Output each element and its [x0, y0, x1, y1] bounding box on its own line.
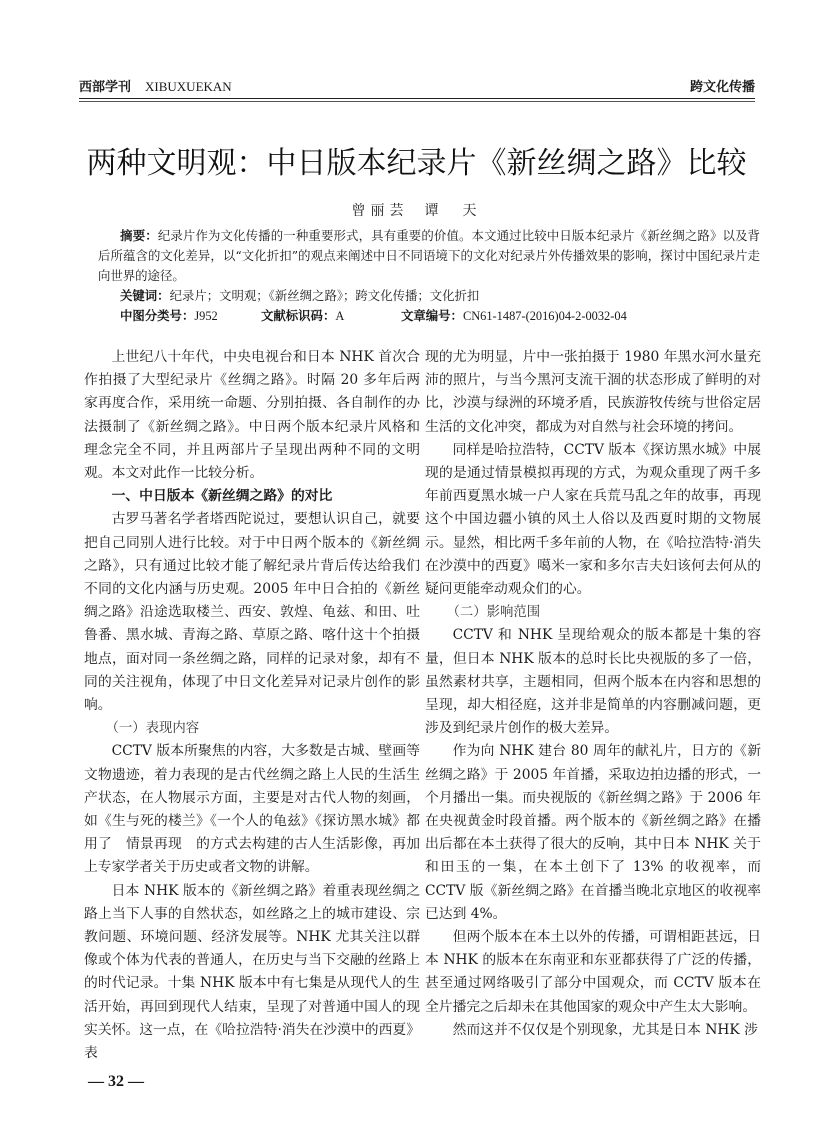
journal-name-en: XIBUXUEKAN [145, 79, 232, 94]
body-paragraph: 但两个版本在本土以外的传播，可谓相距甚远，日本 NHK 的版本在东南亚和东亚都获得了广泛的传播，甚至通过网络吸引了部分中国观众，而 CCTV 版本在全片播完之后却未在其他国家的观众中产生太大影响。 [425, 929, 761, 1015]
section-name: 跨文化传播 [689, 80, 755, 95]
body-columns [0, 346, 833, 1065]
keywords [98, 286, 760, 306]
body-paragraph: CCTV 和 NHK 呈现给观众的版本都是十集的容量，但日本 NHK 版本的总时长比央视版的多了一倍，虽然素材共享，主题相同，但两个版本在内容和思想的呈现，却大相径庭，这并非是简单的内容删减问题，更涉及到纪录片创作的极大差异。 [425, 627, 761, 737]
front-matter [98, 226, 760, 326]
journal-name [79, 76, 232, 95]
author-list [0, 200, 833, 222]
author-name: 谭 天 [424, 203, 482, 219]
page-number: — 32 — [88, 1073, 144, 1090]
body-paragraph: CCTV 版本所聚焦的内容，大多数是古城、壁画等文物遗迹，着力表现的是古代丝绸之路上人民的生活生产状态，在人物展示方面，主要是对古代人物的刻画，如《生与死的楼兰》《一个人的龟兹》《探访黑水城》都用了 情景再现 的方式去构建的古人生活影像，再加上专家学者关于历史或者文物的讲解。 [84, 743, 420, 876]
body-paragraph: 然而这并不仅仅是个别现象，尤其是日本 NHK 涉 [452, 1021, 758, 1038]
author-name: 曾丽芸 [351, 203, 409, 219]
classification-line [98, 306, 760, 326]
abstract-label: 摘要： [120, 228, 158, 243]
doc-code-value: A [335, 309, 345, 323]
subsection-heading: （一）表现内容 [105, 721, 200, 737]
article-no-label: 文章编号： [401, 308, 463, 323]
article-no-value: CN61-1487-(2016)04-2-0032-04 [462, 309, 627, 323]
clc-value: J952 [194, 309, 218, 323]
header-rule-thick [79, 98, 755, 99]
abstract-text: 纪录片作为文化传播的一种重要形式，具有重要的价值。本文通过比较中日版本纪录片《新丝绸之路》以及背后所蕴含的文化差异，以“文化折扣”的观点来阐述中日不同语境下的文化对纪录片外传播效果的影响，探讨中国纪录片走向世界的途径。 [98, 228, 761, 283]
subsection-heading: （二）影响范围 [446, 605, 541, 621]
clc-label: 中图分类号： [120, 308, 195, 323]
keywords-text: 纪录片；文明观；《新丝绸之路》；跨文化传播；文化折扣 [169, 288, 480, 303]
article-title: 两种文明观：中日版本纪录片《新丝绸之路》比较 [86, 146, 747, 181]
header-rule-thin [79, 101, 755, 102]
journal-name-cn: 西部学刊 [79, 80, 132, 95]
body-column-right [425, 346, 761, 1042]
abstract [98, 226, 760, 286]
body-paragraph: 作为向 NHK 建台 80 周年的献礼片，日方的《新丝绸之路》于 2005 年首播，采取边拍边播的形式，一个月播出一集。而央视版的《新丝绸之路》于 2006 年在央视黄金时段首播。两个版本的《新丝绸之路》在播出后都在本土获得了很大的反响，其中日本 NHK 关于和田玉的一集，在本土创下了 13% 的收视率，而 CCTV 版《新丝绸之路》在首播当晚北京地区的收视率已达到 4%。 [425, 743, 761, 922]
body-paragraph: 古罗马著名学者塔西陀说过，要想认识自己，就要把自己同别人进行比较。对于中日两个版本的《新丝绸之路》，只有通过比较才能了解纪录片背后传达给我们不同的文化内涵与历史观。2005 年中日合拍的《新丝绸之路》沿途选取楼兰、西安、敦煌、龟兹、和田、吐鲁番、黑水城、青海之路、草原之路、喀什这十个拍摄地点，面对同一条丝绸之路，同样的记录对象，却有不同的关注视角，体现了中日文化差异对记录片创作的影响。 [84, 511, 420, 714]
body-paragraph: 现的尤为明显，片中一张拍摄于 1980 年黑水河水量充沛的照片，与当今黑河支流干涸的状态形成了鲜明的对比，沙漠与绿洲的环境矛盾，民族游牧传统与世俗定居生活的文化冲突，都成为对自然与社会环境的拷问。 [425, 349, 761, 435]
body-paragraph: 上世纪八十年代，中央电视台和日本 NHK 首次合作拍摄了大型纪录片《丝绸之路》。时隔 20 多年后两家再度合作，采用统一命题、分别拍摄、各自制作的办法摄制了《新丝绸之路》。中日两个版本纪录片风格和理念完全不同，并且两部片子呈现出两种不同的文明观。本文对此作一比较分析。 [84, 349, 420, 482]
running-header [79, 76, 755, 96]
section-heading: 一、中日版本《新丝绸之路》的对比 [111, 488, 333, 505]
body-column-left [84, 346, 420, 1065]
doc-code-label: 文献标识码： [261, 308, 336, 323]
body-paragraph: 同样是哈拉浩特，CCTV 版本《探访黑水城》中展现的是通过情景模拟再现的方式，为观众重现了两千多年前西夏黑水城一户人家在兵荒马乱之年的故事，再现这个中国边疆小镇的风土人俗以及西夏时期的文物展示。显然，相比两千多年前的人物，在《哈拉浩特·消失在沙漠中的西夏》噶米一家和多尔吉夫妇该何去何从的疑问更能牵动观众们的心。 [425, 441, 761, 598]
keywords-label: 关键词： [120, 288, 170, 303]
article-flow [0, 200, 833, 1065]
body-paragraph: 日本 NHK 版本的《新丝绸之路》着重表现丝绸之路上当下人事的自然状态，如丝路之上的城市建设、宗教问题、环境问题、经济发展等。NHK 尤其关注以群像或个体为代表的普通人，在历史与当下交融的丝路上的时代记录。十集 NHK 版本中有七集是从现代人的生活开始，再回到现代人结束，呈现了对普通中国人的现实关怀。这一点，在《哈拉浩特·消失在沙漠中的西夏》表 [84, 882, 420, 1062]
